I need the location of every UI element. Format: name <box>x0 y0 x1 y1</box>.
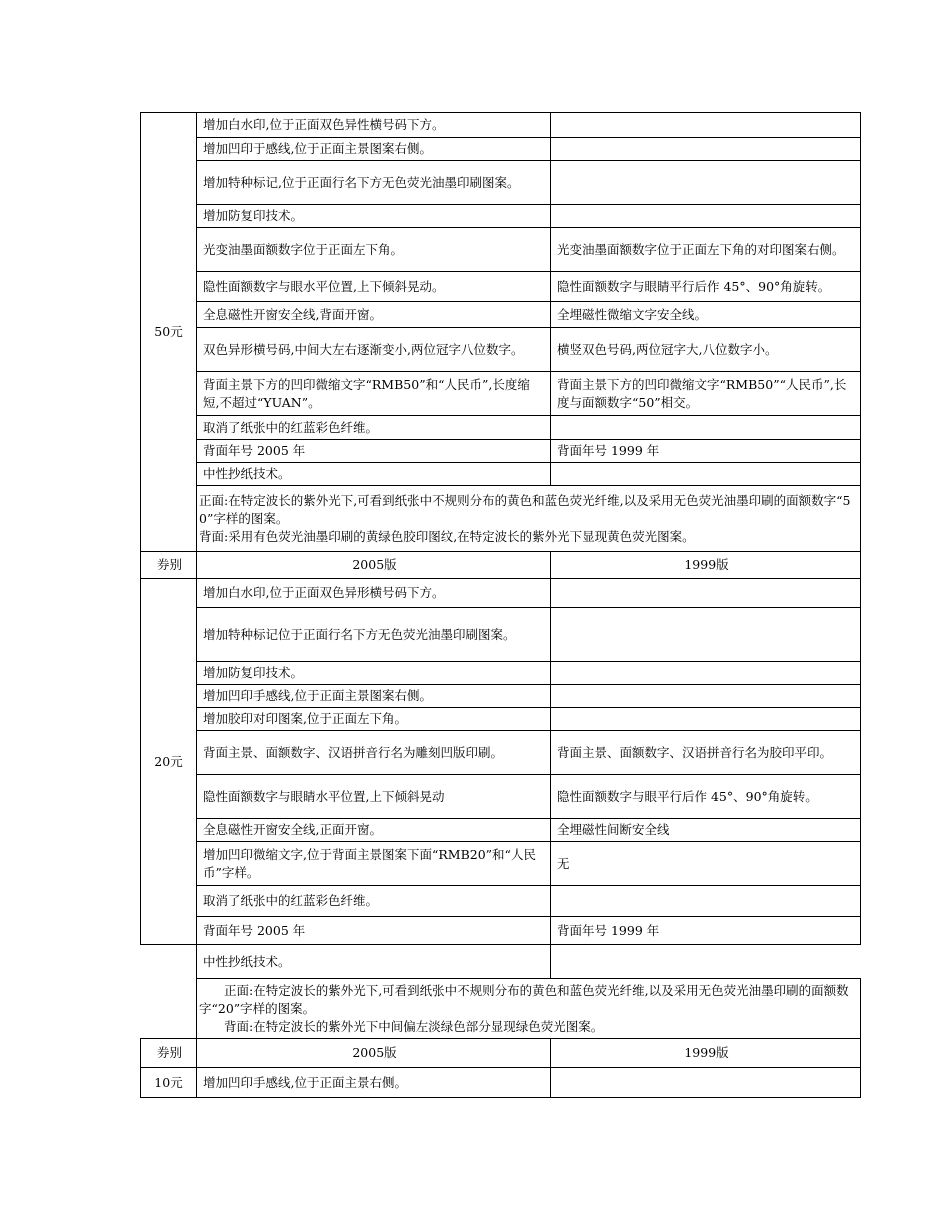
cell-1999: 隐性面额数字与眼睛平行后作 45°、90°角旋转。 <box>551 272 861 302</box>
header-1999: 1999版 <box>551 552 861 579</box>
table-row <box>141 205 861 228</box>
header-1999: 1999版 <box>551 1039 861 1068</box>
cell-1999 <box>551 161 861 205</box>
uv-back-text: 背面:采用有色荧光油墨印刷的黄绿色胶印图纹,在特定波长的紫外光下显现黄色荧光图案。 <box>199 528 695 544</box>
cell-2005: 增加凹印微缩文字,位于背面主景图案下面“RMB20”和“人民币”字样。 <box>197 842 551 886</box>
denomination-50: 50元 <box>141 113 197 552</box>
cell-1999 <box>551 113 861 138</box>
table-row <box>141 440 861 463</box>
table-row <box>141 842 861 886</box>
cell-1999: 全埋磁性微缩文字安全线。 <box>551 302 861 328</box>
cell-2005: 全息磁性开窗安全线,背面开窗。 <box>197 302 551 328</box>
cell-2005: 全息磁性开窗安全线,正面开窗。 <box>197 819 551 842</box>
empty-cell <box>551 945 861 979</box>
cell-2005: 背面年号 2005 年 <box>197 440 551 463</box>
header-denomination: 券别 <box>141 1039 197 1068</box>
cell-1999 <box>551 708 861 731</box>
table-row <box>141 608 861 662</box>
table-row <box>141 662 861 685</box>
table-row <box>141 819 861 842</box>
cell-1999: 背面年号 1999 年 <box>551 440 861 463</box>
header-row <box>141 552 861 579</box>
table-row <box>141 685 861 708</box>
empty-cell <box>141 979 197 1039</box>
cell-1999: 背面主景、面额数字、汉语拼音行名为胶印平印。 <box>551 731 861 775</box>
cell-1999 <box>551 1068 861 1098</box>
cell-2005: 背面主景下方的凹印微缩文字“RMB50”和“人民币”,长度缩短,不超过“YUAN”。 <box>197 372 551 416</box>
denomination-10: 10元 <box>141 1068 197 1098</box>
table-row <box>141 486 861 552</box>
table-row <box>141 979 861 1039</box>
header-2005: 2005版 <box>197 552 551 579</box>
uv-front-text: 正面:在特定波长的紫外光下,可看到纸张中不规则分布的黄色和蓝色荧光纤维,以及采用无色荧光油墨印刷的面额数字“50”字样的图案。 <box>199 492 851 526</box>
cell-2005: 隐性面额数字与眼水平位置,上下倾斜晃动。 <box>197 272 551 302</box>
cell-1999 <box>551 579 861 608</box>
cell-2005: 增加特种标记,位于正面行名下方无色荧光油墨印刷图案。 <box>197 161 551 205</box>
cell-1999: 背面主景下方的凹印微缩文字“RMB50”“人民币”,长度与面额数字“50”相交。 <box>551 372 861 416</box>
empty-cell <box>141 945 197 979</box>
denomination-20: 20元 <box>141 579 197 945</box>
cell-2005: 增加凹印手感线,位于正面主景右侧。 <box>197 1068 551 1098</box>
table-row <box>141 161 861 205</box>
header-denomination: 券别 <box>141 552 197 579</box>
cell-1999: 横竖双色号码,两位冠字大,八位数字小。 <box>551 328 861 372</box>
cell-2005: 增加凹印手感线,位于正面主景图案右侧。 <box>197 685 551 708</box>
header-2005: 2005版 <box>197 1039 551 1068</box>
table-row <box>141 463 861 486</box>
cell-1999 <box>551 608 861 662</box>
cell-2005: 增加特种标记位于正面行名下方无色荧光油墨印刷图案。 <box>197 608 551 662</box>
comparison-document <box>140 112 860 1098</box>
cell-1999: 背面年号 1999 年 <box>551 917 861 945</box>
cell-2005: 背面年号 2005 年 <box>197 917 551 945</box>
table-row <box>141 731 861 775</box>
cell-2005: 增加白水印,位于正面双色异形横号码下方。 <box>197 579 551 608</box>
uv-back-text: 背面:在特定波长的紫外光下中间偏左淡绿色部分显现绿色荧光图案。 <box>224 1018 604 1034</box>
cell-1999 <box>551 886 861 917</box>
table-row <box>141 886 861 917</box>
uv-description-20 <box>197 979 861 1039</box>
table-row <box>141 113 861 138</box>
cell-2005: 中性抄纸技术。 <box>197 945 551 979</box>
cell-1999: 隐性面额数字与眼平行后作 45°、90°角旋转。 <box>551 775 861 819</box>
header-row <box>141 1039 861 1068</box>
table-row <box>141 1068 861 1098</box>
table-row <box>141 228 861 272</box>
cell-2005: 增加凹印于感线,位于正面主景图案右侧。 <box>197 138 551 161</box>
banknote-comparison-table <box>140 112 861 1098</box>
cell-2005: 增加防复印技术。 <box>197 662 551 685</box>
cell-1999 <box>551 463 861 486</box>
table-row <box>141 328 861 372</box>
table-row <box>141 416 861 440</box>
uv-description-50 <box>197 486 861 552</box>
cell-1999: 光变油墨面额数字位于正面左下角的对印图案右侧。 <box>551 228 861 272</box>
cell-1999 <box>551 685 861 708</box>
cell-2005: 取消了纸张中的红蓝彩色纤维。 <box>197 416 551 440</box>
cell-2005: 中性抄纸技术。 <box>197 463 551 486</box>
cell-2005: 光变油墨面额数字位于正面左下角。 <box>197 228 551 272</box>
cell-2005: 双色异形横号码,中间大左右逐渐变小,两位冠字八位数字。 <box>197 328 551 372</box>
table-row <box>141 302 861 328</box>
table-row <box>141 272 861 302</box>
cell-1999 <box>551 138 861 161</box>
uv-front-text: 正面:在特定波长的紫外光下,可看到纸张中不规则分布的黄色和蓝色荧光纤维,以及采用无色荧光油墨印刷的面额数字“20”字样的图案。 <box>199 982 849 1016</box>
table-row <box>141 917 861 945</box>
cell-1999 <box>551 416 861 440</box>
table-row <box>141 138 861 161</box>
table-row <box>141 372 861 416</box>
cell-1999: 全埋磁性间断安全线 <box>551 819 861 842</box>
cell-1999 <box>551 205 861 228</box>
table-row <box>141 579 861 608</box>
cell-1999 <box>551 662 861 685</box>
table-row <box>141 945 861 979</box>
cell-2005: 增加白水印,位于正面双色异性横号码下方。 <box>197 113 551 138</box>
table-row <box>141 708 861 731</box>
cell-2005: 取消了纸张中的红蓝彩色纤维。 <box>197 886 551 917</box>
cell-2005: 隐性面额数字与眼睛水平位置,上下倾斜晃动 <box>197 775 551 819</box>
table-row <box>141 775 861 819</box>
cell-2005: 增加防复印技术。 <box>197 205 551 228</box>
cell-1999: 无 <box>551 842 861 886</box>
cell-2005: 增加胶印对印图案,位于正面左下角。 <box>197 708 551 731</box>
cell-2005: 背面主景、面额数字、汉语拼音行名为雕刻凹版印刷。 <box>197 731 551 775</box>
